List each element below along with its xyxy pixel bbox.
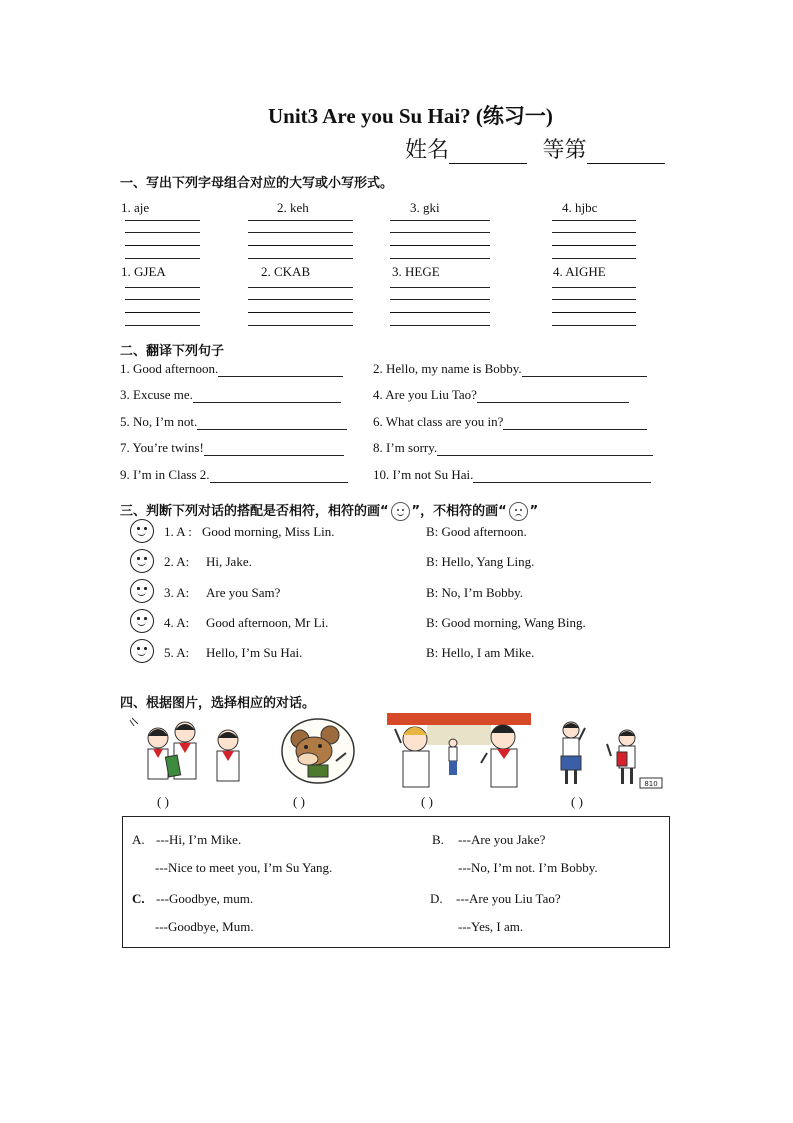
option-a-letter: A. — [132, 832, 145, 847]
answer-line-4[interactable] — [477, 388, 629, 403]
letters-item-1: 1. aje — [121, 200, 150, 215]
dialog-3-b: B: No, I’m Bobby. — [426, 585, 524, 600]
translate-text-7: 7. You’re twins! — [120, 440, 204, 455]
option-c-line2: ---Goodbye, Mum. — [155, 919, 254, 934]
pic4-tag: 810 — [644, 780, 658, 788]
dialog-1-a: Good morning, Miss Lin. — [202, 524, 335, 539]
translate-text-5: 5. No, I’m not. — [120, 414, 198, 429]
dialog-5-num: 5. A: — [164, 645, 190, 660]
answer-bracket-3[interactable]: ( ) — [421, 794, 433, 809]
kids-group-illustration — [128, 716, 250, 790]
dialog-1-b: B: Good afternoon. — [426, 524, 527, 539]
option-c-line1: ---Goodbye, mum. — [156, 891, 254, 906]
letters-item-6: 2. CKAB — [261, 264, 311, 279]
dialog-4-a: Good afternoon, Mr Li. — [206, 615, 329, 630]
section4-heading: 四、根据图片，选择相应的对话。 — [120, 696, 316, 711]
name-label: 姓名 — [405, 137, 450, 162]
section3-heading-part2: ”，不相符的画“ — [411, 504, 507, 519]
dialog-4-num: 4. A: — [164, 615, 190, 630]
option-a-line1: ---Hi, I’m Mike. — [156, 832, 242, 847]
answer-face-2[interactable] — [130, 549, 154, 573]
dialog-2-a: Hi, Jake. — [206, 554, 252, 569]
option-c-letter: C. — [132, 891, 145, 906]
section3-heading — [120, 500, 538, 521]
letters-item-7: 3. HEGE — [392, 264, 440, 279]
answer-line-9[interactable] — [210, 468, 348, 483]
answer-face-1[interactable] — [130, 519, 154, 543]
translate-text-1: 1. Good afternoon. — [120, 361, 219, 376]
girl-boy-waving-illustration — [551, 716, 666, 790]
section1-heading: 一、写出下列字母组合对应的大写或小写形式。 — [120, 176, 394, 191]
dialog-2-b: B: Hello, Yang Ling. — [426, 554, 535, 569]
answer-bracket-4[interactable]: ( ) — [571, 794, 583, 809]
answer-face-3[interactable] — [130, 579, 154, 603]
translate-text-4: 4. Are you Liu Tao? — [373, 387, 477, 402]
translate-item-4 — [373, 387, 629, 403]
answer-line-8[interactable] — [437, 441, 653, 456]
section3-heading-part1: 三、判断下列对话的搭配是否相符，相符的画“ — [120, 504, 389, 519]
letters-item-2: 2. keh — [277, 200, 309, 215]
name-grade-row — [405, 133, 665, 164]
translate-text-9: 9. I’m in Class 2. — [120, 467, 210, 482]
translate-text-8: 8. I’m sorry. — [373, 440, 438, 455]
answer-face-4[interactable] — [130, 609, 154, 633]
translate-item-1 — [120, 361, 343, 377]
dialog-3-num: 3. A: — [164, 585, 190, 600]
section3-heading-part3: ” — [529, 504, 539, 519]
dialog-1-num: 1. A : — [164, 524, 192, 539]
dialog-3-a: Are you Sam? — [206, 585, 281, 600]
grade-label: 等第 — [542, 137, 587, 162]
answer-line-6[interactable] — [503, 415, 647, 430]
option-a-line2: ---Nice to meet you, I’m Su Yang. — [155, 860, 333, 875]
mouse-illustration — [278, 717, 360, 789]
translate-text-10: 10. I’m not Su Hai. — [373, 467, 474, 482]
dialog-5-b: B: Hello, I am Mike. — [426, 645, 535, 660]
dialog-5-a: Hello, I’m Su Hai. — [206, 645, 303, 660]
sad-face-icon — [509, 502, 528, 521]
option-b-line2: ---No, I’m not. I’m Bobby. — [458, 860, 598, 875]
translate-item-2 — [373, 361, 647, 377]
letters-item-5: 1. GJEA — [121, 264, 166, 279]
translate-item-5 — [120, 414, 347, 430]
section2-heading: 二、翻译下列句子 — [120, 344, 225, 359]
answer-line-7[interactable] — [204, 441, 344, 456]
translate-text-2: 2. Hello, my name is Bobby. — [373, 361, 522, 376]
dialog-4-b: B: Good morning, Wang Bing. — [426, 615, 586, 630]
name-blank[interactable] — [449, 141, 527, 164]
page-title: Unit3 Are you Su Hai? (练习一) — [268, 104, 553, 128]
answer-face-5[interactable] — [130, 639, 154, 663]
answer-line-2[interactable] — [522, 362, 647, 377]
option-d-letter: D. — [430, 891, 443, 906]
option-d-line2: ---Yes, I am. — [458, 919, 524, 934]
letters-item-4: 4. hjbc — [562, 200, 598, 215]
smile-face-icon — [391, 502, 410, 521]
option-d-line1: ---Are you Liu Tao? — [456, 891, 561, 906]
translate-item-9 — [120, 467, 348, 483]
letters-item-8: 4. AIGHE — [553, 264, 606, 279]
translate-item-10 — [373, 467, 651, 483]
grade-blank[interactable] — [587, 141, 665, 164]
dialog-2-num: 2. A: — [164, 554, 190, 569]
translate-item-6 — [373, 414, 647, 430]
answer-bracket-2[interactable]: ( ) — [293, 794, 305, 809]
translate-item-7 — [120, 440, 344, 456]
answer-bracket-1[interactable]: ( ) — [157, 794, 169, 809]
translate-item-3 — [120, 387, 341, 403]
answer-line-1[interactable] — [218, 362, 343, 377]
option-b-letter: B. — [432, 832, 444, 847]
translate-text-3: 3. Excuse me. — [120, 387, 193, 402]
letters-item-3: 3. gki — [410, 200, 440, 215]
translate-text-6: 6. What class are you in? — [373, 414, 504, 429]
option-b-line1: ---Are you Jake? — [458, 832, 546, 847]
translate-item-8 — [373, 440, 653, 456]
boys-meeting-illustration — [387, 713, 531, 789]
answer-line-10[interactable] — [473, 468, 651, 483]
answer-line-3[interactable] — [193, 388, 341, 403]
answer-line-5[interactable] — [197, 415, 347, 430]
